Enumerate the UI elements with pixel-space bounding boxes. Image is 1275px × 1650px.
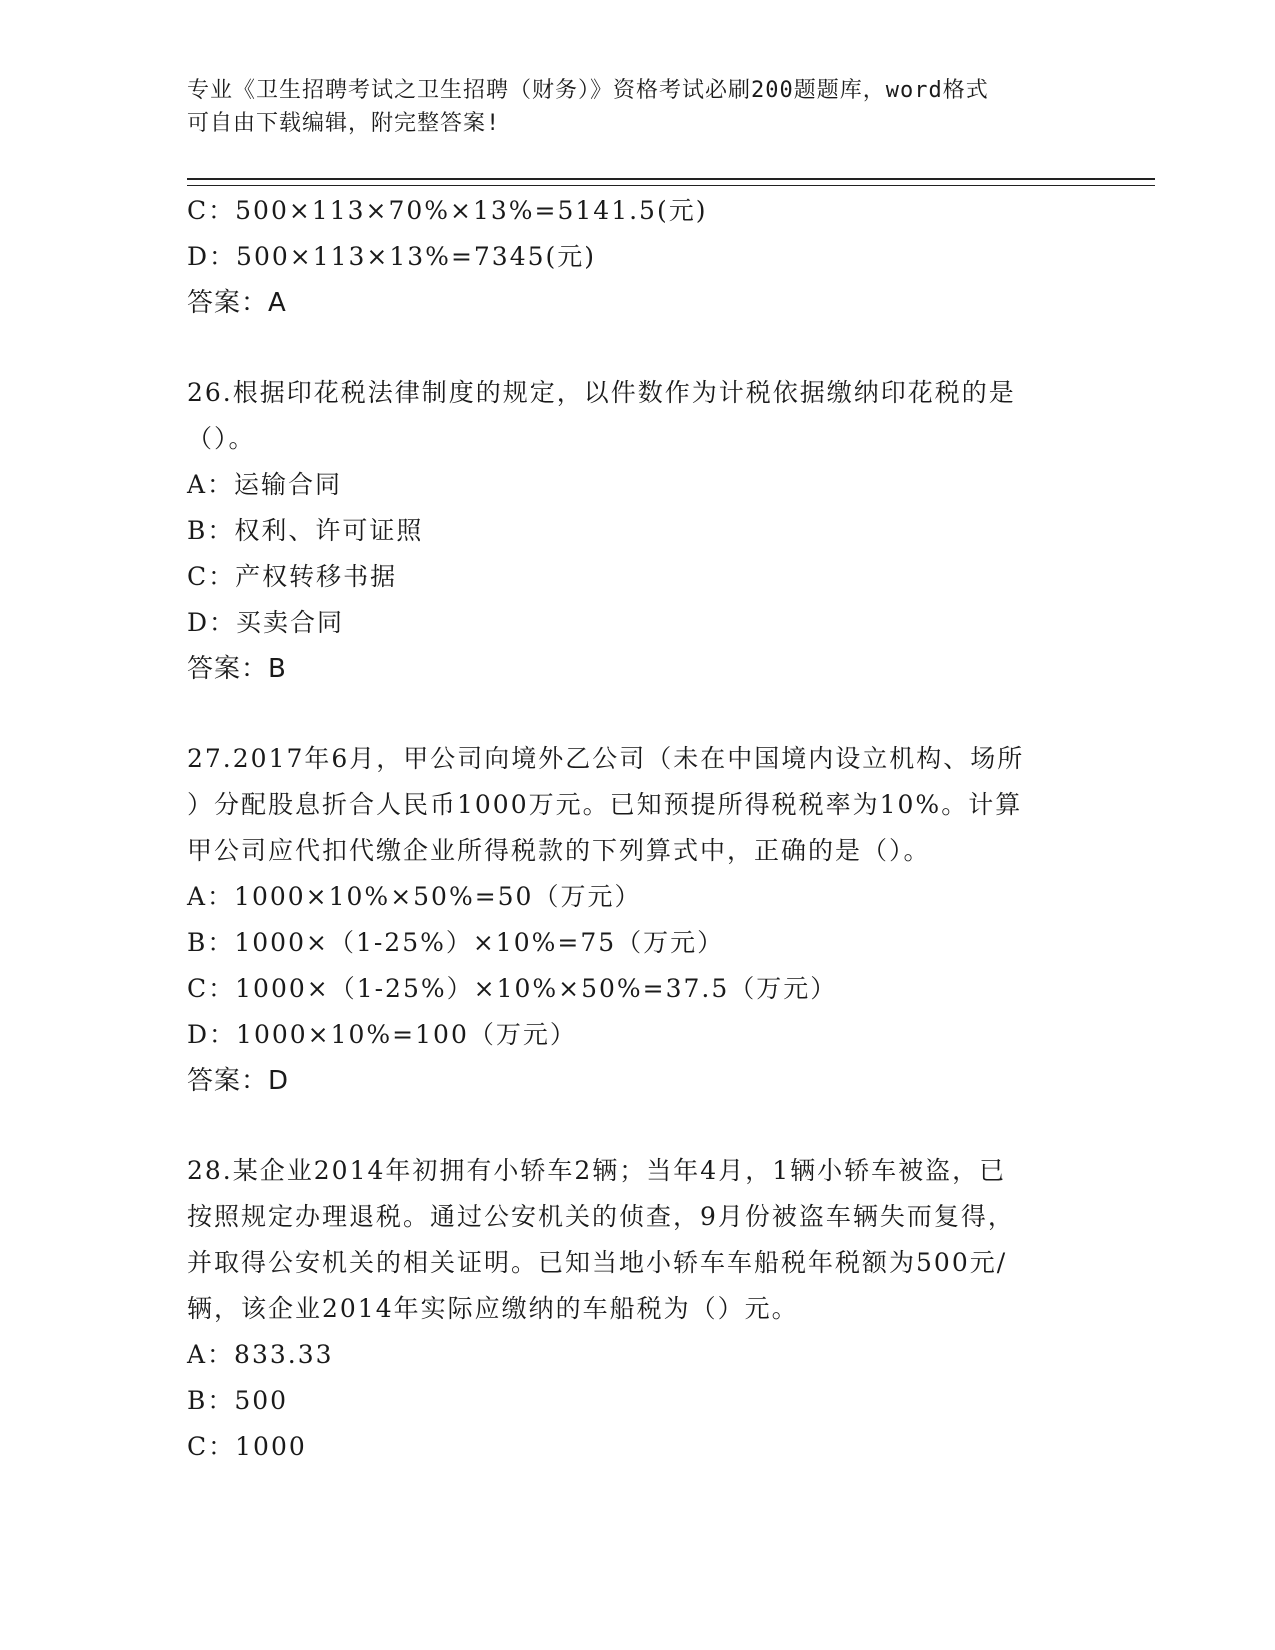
question-text-line: 28.某企业2014年初拥有小轿车2辆；当年4月，1辆小轿车被盗，已 <box>187 1156 1007 1185</box>
option-d: D：买卖合同 <box>187 608 345 637</box>
question-text-line: 27.2017年6月，甲公司向境外乙公司（未在中国境内设立机构、场所 <box>187 744 1025 773</box>
option-c: C：500×113×70%×13%=5141.5(元) <box>187 196 708 225</box>
option-d: D：1000×10%=100（万元） <box>187 1020 577 1049</box>
question-25-tail <box>187 188 1087 326</box>
option-b: B：500 <box>187 1386 289 1415</box>
answer: 答案：A <box>187 288 287 318</box>
option-c: C：产权转移书据 <box>187 562 398 591</box>
option-c: C：1000×（1-25%）×10%×50%=37.5（万元） <box>187 974 838 1003</box>
question-text-line: （）。 <box>187 424 256 453</box>
question-27 <box>187 736 1087 1104</box>
option-b: B：权利、许可证照 <box>187 516 424 545</box>
question-text-line: 并取得公安机关的相关证明。已知当地小轿车车船税年税额为500元/ <box>187 1248 1008 1277</box>
document-body <box>187 188 1087 1470</box>
question-text <box>187 1148 1087 1332</box>
question-text-line: 甲公司应代扣代缴企业所得税款的下列算式中，正确的是（）。 <box>187 836 931 865</box>
question-28 <box>187 1148 1087 1470</box>
answer: 答案：D <box>187 1066 290 1096</box>
question-text <box>187 736 1087 874</box>
question-text-line: 按照规定办理退税。通过公安机关的侦查，9月份被盗车辆失而复得， <box>187 1202 1015 1231</box>
header-line-1: 专业《卫生招聘考试之卫生招聘（财务）》资格考试必刷200题题库，word格式 <box>187 78 989 103</box>
header-divider <box>187 178 1155 186</box>
option-a: A：833.33 <box>187 1340 334 1369</box>
question-text-line: 辆，该企业2014年实际应缴纳的车船税为（）元。 <box>187 1294 799 1323</box>
option-a: A：运输合同 <box>187 470 343 499</box>
question-text-line: 26.根据印花税法律制度的规定，以件数作为计税依据缴纳印花税的是 <box>187 378 1016 407</box>
option-c: C：1000 <box>187 1432 307 1461</box>
option-d: D：500×113×13%=7345(元) <box>187 242 597 271</box>
option-a: A：1000×10%×50%=50（万元） <box>187 882 642 911</box>
page-header <box>187 74 1087 140</box>
question-26 <box>187 370 1087 692</box>
header-line-2: 可自由下载编辑，附完整答案! <box>187 111 501 136</box>
question-text <box>187 370 1087 462</box>
answer: 答案：B <box>187 654 287 684</box>
question-text-line: ）分配股息折合人民币1000万元。已知预提所得税税率为10%。计算 <box>187 790 1023 819</box>
option-b: B：1000×（1-25%）×10%=75（万元） <box>187 928 725 957</box>
